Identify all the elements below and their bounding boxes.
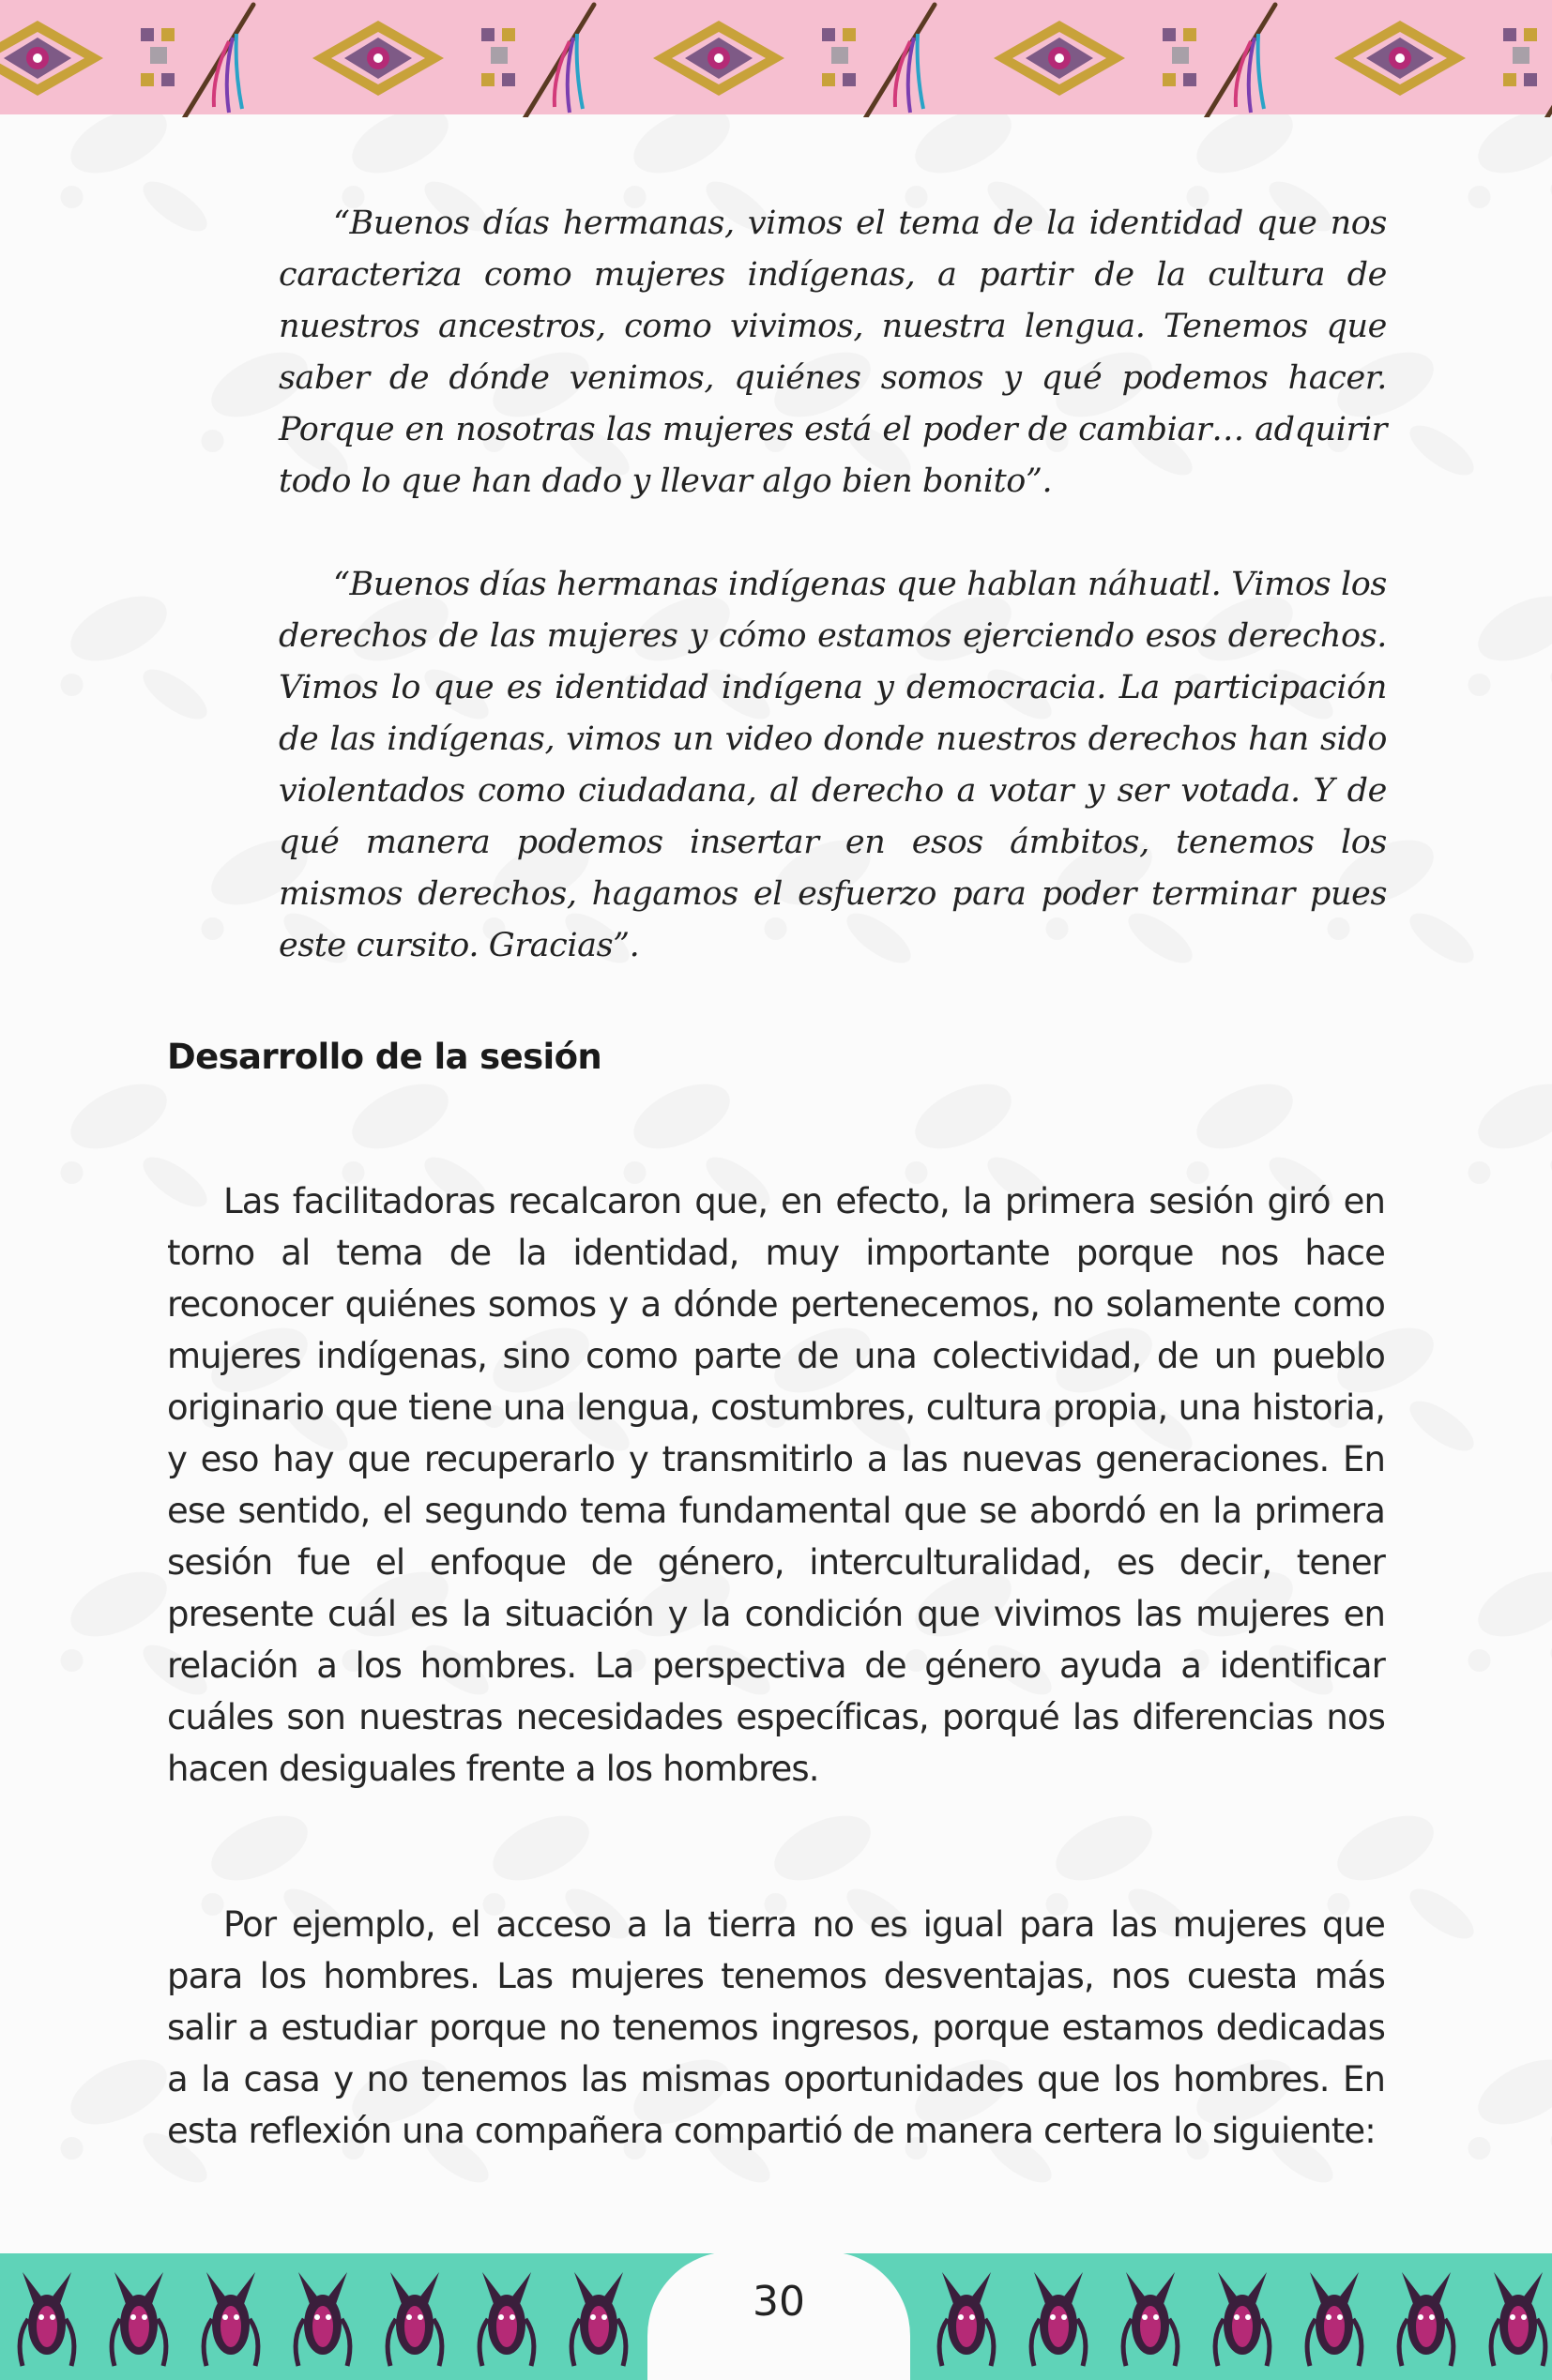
- body-paragraph: Las facilitadoras recalcaron que, en efecto, la primera sesión giró en torno al tema de la identidad, muy importante porque nos hace reconocer quiénes somos y a dónde pertenecemos, no solamente como mujeres indígenas, sino como parte de una colectividad, de un pueblo originario que tiene una lengua, costumbres, cultura propia, una historia, y eso hay que recuperarlo y transmitirlo a las nuevas generaciones. En ese sentido, el segundo tema fundamental que se abordó en la primera sesión fue el enfoque de género, interculturalidad, es decir, tener presente cuál es la situación y la condición que vivimos las mujeres en relación a los hombres. La perspectiva de género ayuda a identificar cuáles son nuestras necesidades específicas, porqué las diferencias nos hacen desiguales frente a los hombres.: [167, 1181, 1385, 1789]
- quote-paragraph: “Buenos días hermanas, vimos el tema de la identidad que nos caracteriza como mujeres indígenas, a partir de la cultura de nuestros ancestros, como vivimos, nuestra lengua. Tenemos que saber de dónde venimos, quiénes somos y qué podemos hacer. Porque en nosotras las mujeres está el poder de cambiar… adquirir todo lo que han dado y llevar algo bien bonito”.: [279, 205, 1387, 500]
- section-heading: Desarrollo de la sesión: [167, 1037, 602, 1077]
- top-decorative-border: [0, 0, 1552, 117]
- body-paragraph: Por ejemplo, el acceso a la tierra no es igual para las mujeres que para los hombres. Las mujeres tenemos desventajas, nos cuesta más salir a estudiar porque no tenemos ingresos, porque estamos dedicadas a la casa y no tenemos las mismas oportunidades que los hombres. En esta reflexión una compañera compartió de manera certera lo siguiente:: [167, 1904, 1385, 2151]
- quote-paragraph: “Buenos días hermanas indígenas que hablan náhuatl. Vimos los derechos de las mujeres y cómo estamos ejerciendo esos derechos. Vimos lo que es identidad indígena y democracia. La participación de las indígenas, vimos un video donde nuestros derechos han sido violentados como ciudadana, al derecho a votar y ser votada. Y de qué manera podemos insertar en esos ámbitos, tenemos los mismos derechos, hagamos el esfuerzo para poder terminar pues este cursito. Gracias”.: [279, 566, 1387, 964]
- page-number: 30: [753, 2278, 805, 2326]
